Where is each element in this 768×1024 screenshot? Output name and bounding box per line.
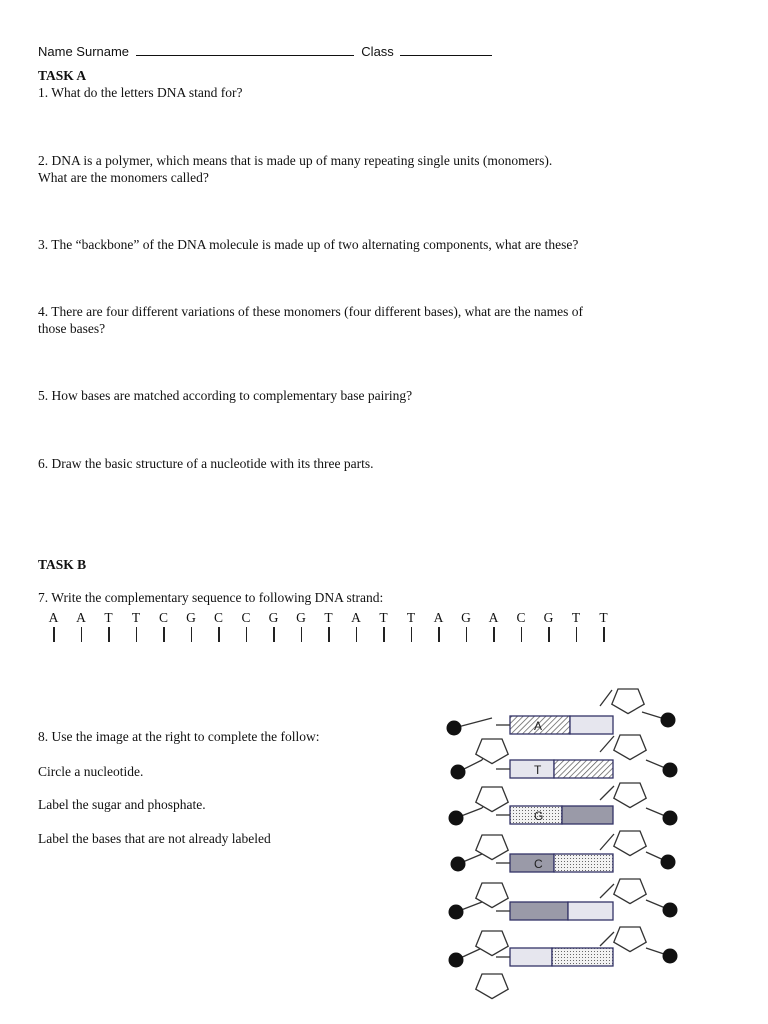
base-right-block: [554, 854, 613, 872]
phosphate-right-dot: [663, 903, 678, 918]
sequence-base: C: [241, 610, 252, 625]
base-label-A: A: [534, 719, 543, 733]
sequence-base: T: [571, 610, 582, 625]
sequence-base: C: [516, 610, 527, 625]
sequence-base: G: [461, 610, 472, 625]
instruction-label-sugar-phosphate: Label the sugar and phosphate.: [38, 797, 206, 812]
base-right-block: [562, 806, 613, 824]
sequence-base: T: [324, 610, 334, 625]
phosphate-left-dot: [447, 721, 462, 736]
base-right-block: [552, 948, 613, 966]
question-4-line-2: those bases?: [38, 321, 106, 336]
left-sugar-pentagon: [476, 974, 508, 999]
question-4-line-1: 4. There are four different variations of these monomers (four different bases), what are the names of: [38, 304, 584, 319]
sequence-base: T: [131, 610, 142, 625]
left-sugar-pentagon: [476, 739, 508, 764]
phosphate-right-dot: [661, 855, 676, 870]
base-right-block: [570, 716, 613, 734]
sequence-base: G: [186, 610, 197, 625]
sequence-base: A: [433, 610, 445, 625]
base-left-block: [510, 854, 554, 872]
sequence-base: G: [296, 610, 307, 625]
phosphate-right-dot: [663, 949, 678, 964]
sequence-base: G: [543, 610, 555, 625]
base-left-block: [510, 760, 554, 778]
phosphate-left-dot: [449, 905, 464, 920]
sequence-base: A: [351, 610, 362, 625]
instruction-label-bases: Label the bases that are not already labeled: [38, 831, 271, 846]
name-surname-label: Name Surname: [38, 44, 130, 59]
task-b-title: TASK B: [38, 557, 87, 572]
base-label-T: T: [534, 763, 542, 777]
question-2-line-2: What are the monomers called?: [38, 170, 209, 185]
sequence-base: T: [379, 610, 389, 625]
base-right-block: [554, 760, 613, 778]
question-5: 5. How bases are matched according to complementary base pairing?: [38, 388, 413, 403]
base-right-block: [568, 902, 613, 920]
sequence-base: T: [406, 610, 417, 625]
phosphate-right-dot: [663, 811, 678, 826]
base-left-block: [510, 948, 552, 966]
phosphate-left-dot: [451, 765, 466, 780]
left-sugar-pentagon: [476, 835, 508, 860]
sequence-base: A: [76, 610, 87, 625]
sequence-base: T: [599, 610, 609, 625]
right-sugar-pentagon: [614, 879, 646, 904]
question-1: 1. What do the letters DNA stand for?: [38, 85, 243, 100]
right-sugar-pentagon: [614, 831, 646, 856]
right-sugar-pentagon: [614, 927, 646, 952]
phosphate-left-dot: [451, 857, 466, 872]
right-sugar-pentagon: [614, 783, 646, 808]
sequence-base: A: [488, 610, 500, 625]
question-2-line-1: 2. DNA is a polymer, which means that is made up of many repeating single units (monomers).: [38, 153, 553, 168]
right-sugar-pentagon: [614, 735, 646, 760]
question-6: 6. Draw the basic structure of a nucleotide with its three parts.: [38, 456, 374, 471]
sequence-base: G: [268, 610, 280, 625]
task-a-title: TASK A: [38, 68, 87, 83]
sequence-base: C: [158, 610, 170, 625]
sequence-base: A: [48, 610, 60, 625]
base-label-G: G: [534, 809, 544, 823]
sequence-base: C: [213, 610, 225, 625]
left-sugar-pentagon: [476, 883, 508, 908]
phosphate-right-dot: [663, 763, 678, 778]
question-3: 3. The “backbone” of the DNA molecule is made up of two alternating components, what are these?: [38, 237, 579, 252]
instruction-circle-nucleotide: Circle a nucleotide.: [38, 764, 144, 779]
base-left-block: [510, 902, 568, 920]
phosphate-right-dot: [661, 713, 676, 728]
class-label: Class: [361, 44, 394, 59]
right-sugar-pentagon: [612, 689, 644, 714]
phosphate-left-dot: [449, 953, 464, 968]
question-8: 8. Use the image at the right to complete the follow:: [38, 729, 320, 744]
left-sugar-pentagon: [476, 931, 508, 956]
phosphate-left-dot: [449, 811, 464, 826]
base-label-C: C: [534, 857, 543, 871]
sequence-base: T: [104, 610, 114, 625]
question-7: 7. Write the complementary sequence to following DNA strand:: [38, 590, 384, 605]
